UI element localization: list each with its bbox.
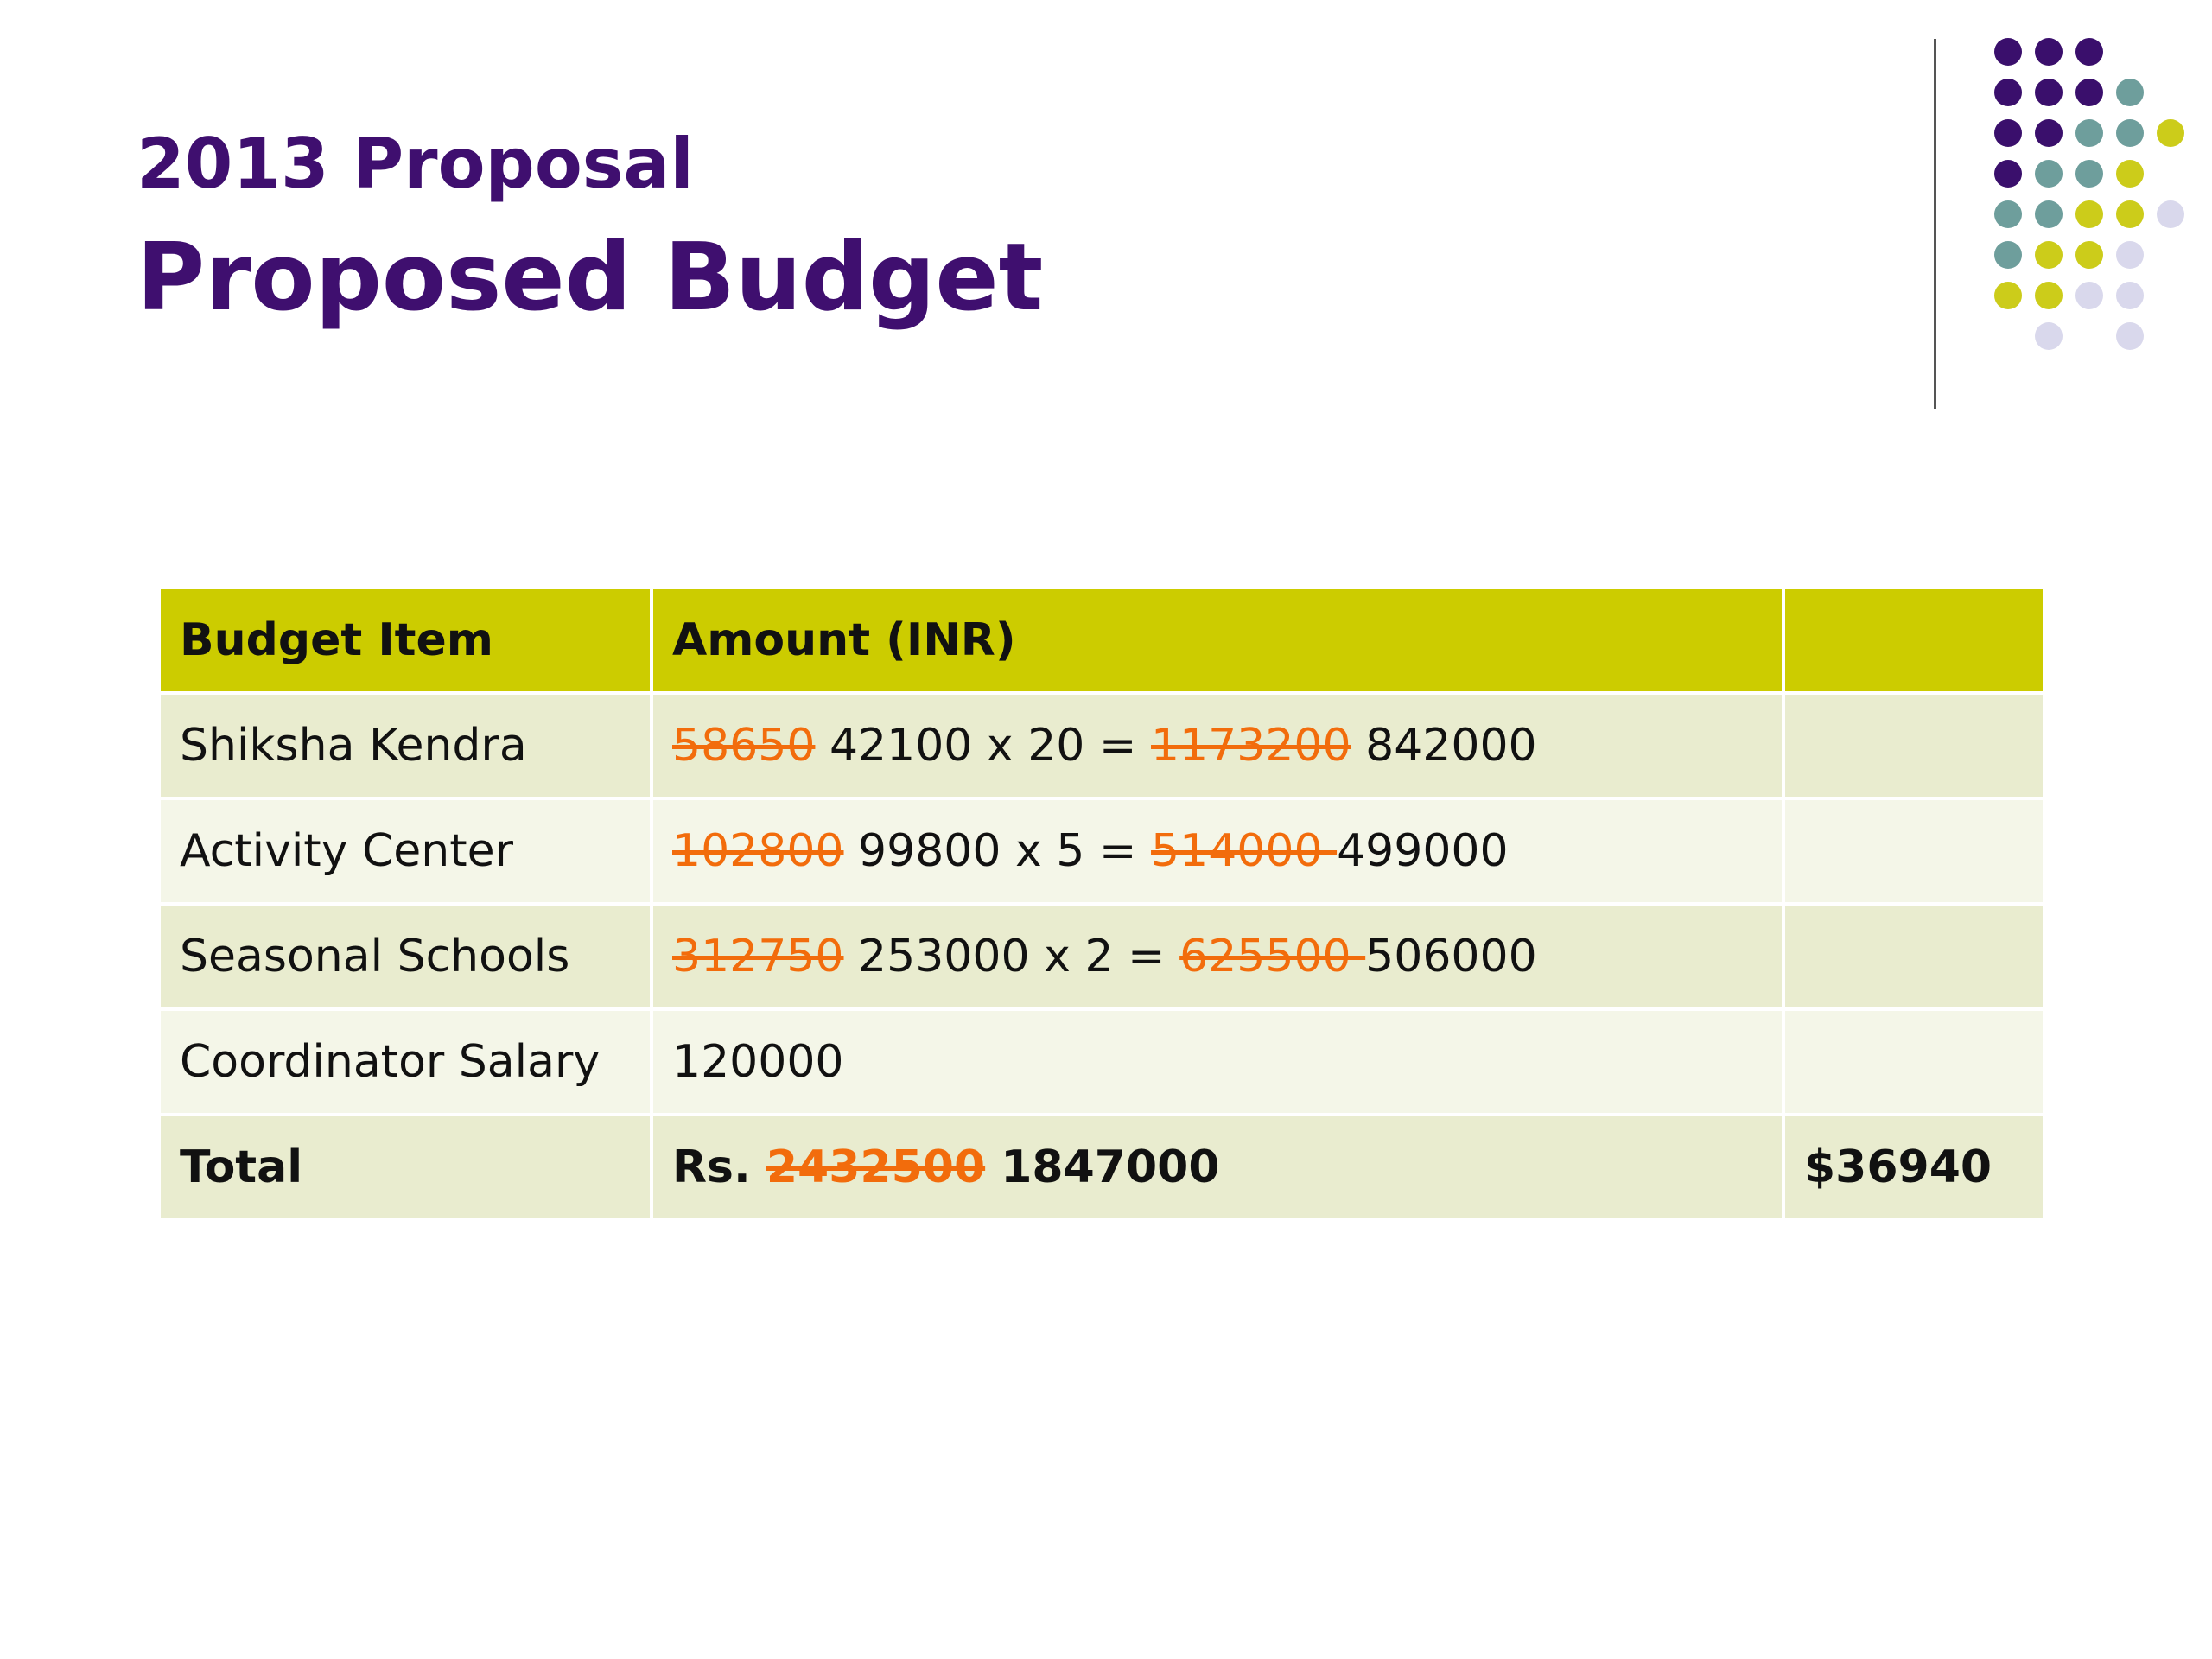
dot	[1994, 200, 2022, 228]
usd-cell	[1783, 904, 2044, 1009]
dot	[2075, 38, 2103, 66]
header-budget-item: Budget Item	[159, 588, 652, 693]
dot	[2116, 282, 2144, 309]
dot	[2075, 282, 2103, 309]
revised-amount: 253000	[858, 931, 1030, 982]
table-row	[159, 693, 2044, 798]
dot	[2116, 241, 2144, 269]
slide-supertitle: 2013 Proposal	[137, 124, 694, 204]
revised-amount: 42100	[829, 720, 973, 772]
dot	[2075, 241, 2103, 269]
header-usd	[1783, 588, 2044, 693]
divider-line	[1934, 39, 1936, 409]
slide-title: Proposed Budget	[137, 224, 1044, 332]
budget-item-cell: Shiksha Kendra	[159, 693, 652, 798]
dot	[2116, 322, 2144, 350]
dot	[2075, 119, 2103, 147]
dot	[2116, 79, 2144, 106]
dot	[2035, 160, 2063, 188]
amount-cell	[652, 904, 1783, 1009]
dot	[2035, 119, 2063, 147]
dot	[2035, 38, 2063, 66]
amount-cell	[652, 798, 1783, 904]
revised-amount: 506000	[1365, 931, 1537, 982]
revised-amount: 499000	[1337, 825, 1509, 877]
total-row	[159, 1115, 2044, 1220]
currency-prefix: Rs.	[672, 1141, 751, 1193]
dot	[2075, 79, 2103, 106]
dot	[2035, 322, 2063, 350]
dot	[1994, 282, 2022, 309]
budget-table	[157, 586, 2046, 1222]
dot	[2035, 79, 2063, 106]
table-row	[159, 798, 2044, 904]
usd-cell	[1783, 693, 2044, 798]
dot	[2035, 200, 2063, 228]
struck-amount: 312750	[672, 931, 844, 982]
struck-amount: 2432500	[766, 1141, 986, 1193]
usd-cell	[1783, 798, 2044, 904]
revised-amount: 99800	[858, 825, 1001, 877]
amount-cell	[652, 693, 1783, 798]
dot	[2116, 160, 2144, 188]
amount-cell: 120000	[652, 1009, 1783, 1115]
budget-item-cell: Coordinator Salary	[159, 1009, 652, 1115]
dot	[2116, 119, 2144, 147]
dot	[2116, 200, 2144, 228]
struck-amount: 514000	[1151, 825, 1338, 877]
multiplier: x 5 =	[1015, 825, 1137, 877]
revised-amount: 1847000	[1001, 1141, 1220, 1193]
dot	[1994, 38, 2022, 66]
dot	[1994, 241, 2022, 269]
budget-item-cell: Activity Center	[159, 798, 652, 904]
dot	[2035, 282, 2063, 309]
decorative-dot-grid	[0, 0, 2212, 415]
dot	[1994, 160, 2022, 188]
dot	[2157, 119, 2184, 147]
table-header-row	[159, 588, 2044, 693]
struck-amount: 625500	[1179, 931, 1366, 982]
total-label: Total	[159, 1115, 652, 1220]
struck-amount: 102800	[672, 825, 844, 877]
dot	[1994, 119, 2022, 147]
revised-amount: 842000	[1365, 720, 1537, 772]
table-row	[159, 1009, 2044, 1115]
budget-item-cell: Seasonal Schools	[159, 904, 652, 1009]
table-row	[159, 904, 2044, 1009]
header-amount-inr: Amount (INR)	[652, 588, 1783, 693]
usd-cell	[1783, 1009, 2044, 1115]
struck-amount: 58650	[672, 720, 816, 772]
struck-amount: 1173200	[1151, 720, 1351, 772]
total-amount-cell	[652, 1115, 1783, 1220]
multiplier: x 20 =	[986, 720, 1137, 772]
dot	[2157, 200, 2184, 228]
total-usd: $36940	[1783, 1115, 2044, 1220]
dot	[2075, 200, 2103, 228]
dot	[1994, 79, 2022, 106]
multiplier: x 2 =	[1044, 931, 1166, 982]
dot	[2075, 160, 2103, 188]
dot	[2035, 241, 2063, 269]
